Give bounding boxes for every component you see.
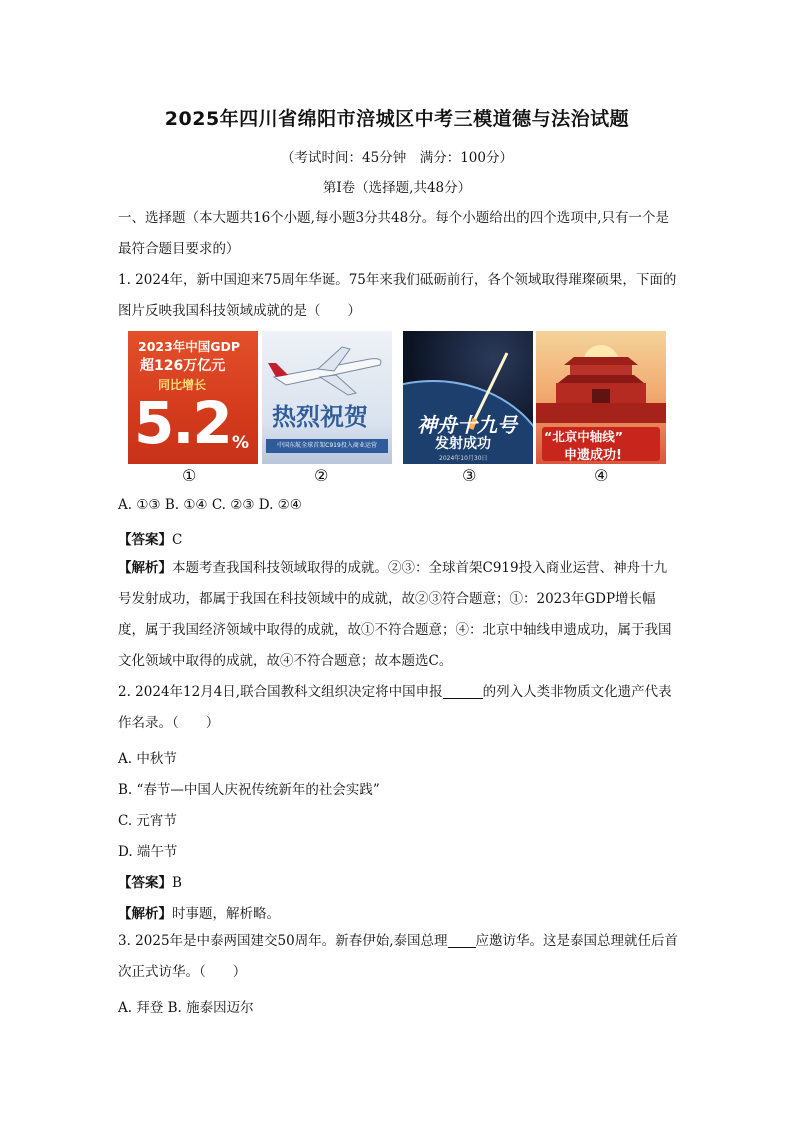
image-marker-1: ① [182, 466, 197, 485]
question-2-option-a: A. 中秋节 [118, 751, 177, 767]
analysis-text: 时事题，解析略。 [172, 906, 280, 922]
shenzhou-image-headline: 神舟十九号 [417, 413, 517, 437]
question-1-analysis [118, 553, 680, 677]
c919-image-caption: 中国东航全球首架C919投入商业运营 [266, 439, 388, 453]
question-1-images [128, 331, 668, 466]
page-title: 2025年四川省绵阳市涪城区中考三模道德与法治试题 [164, 108, 630, 130]
answer-label: 【答案】 [118, 532, 172, 548]
gdp-image-line-1: 2023年中国GDP [138, 339, 241, 354]
section-title: 第Ⅰ卷（选择题,共48分） [322, 180, 472, 196]
question-2-blank [443, 684, 483, 699]
answer-value: B [172, 875, 182, 891]
question-3-options: A. 拜登 B. 施泰因迈尔 [118, 1000, 254, 1016]
question-3-stem-before: 3. 2025年是中泰两国建交50周年。新春伊始,泰国总理 [118, 933, 448, 949]
question-1-answer [118, 528, 182, 548]
exam-info: （考试时间：45分钟 满分：100分） [281, 150, 513, 166]
gdp-image-unit: % [232, 433, 250, 453]
question-2-stem [118, 677, 680, 739]
axis-image-headline: “北京中轴线” [544, 429, 623, 444]
answer-label: 【答案】 [118, 875, 172, 891]
gdp-image-line-3: 同比增长 [158, 378, 207, 392]
part-intro: 一、选择题（本大题共16个小题,每小题3分共48分。每个小题给出的四个选项中,只有一个是最符合题目要求的） [118, 210, 670, 257]
question-2-stem-after: 的列入人类非物质文化遗产代表作名录。（ ） [118, 684, 672, 731]
question-2-option-d: D. 端午节 [118, 844, 178, 860]
question-3-stem-after: 应邀访华。这是泰国总理就任后首次正式访华。（ ） [118, 933, 678, 980]
gdp-image-value: 5.2 [134, 389, 231, 457]
question-2-analysis [118, 902, 280, 922]
analysis-label: 【解析】 [118, 560, 172, 576]
question-2-option-b: B. “春节—中国人庆祝传统新年的社会实践” [118, 782, 380, 798]
gdp-image [128, 331, 258, 464]
axis-image [536, 331, 666, 464]
question-1-stem: 1. 2024年，新中国迎来75周年华诞。75年来我们砥砺前行，各个领域取得璀璨硕果，下面的图片反映我国科技领域成就的是（ ） [118, 272, 677, 319]
c919-image [262, 331, 392, 464]
question-2-stem-before: 2. 2024年12月4日,联合国教科文组织决定将中国申报 [118, 684, 443, 700]
image-marker-2: ② [314, 466, 329, 485]
gdp-image-line-2: 超126万亿元 [140, 358, 226, 374]
image-marker-4: ④ [594, 466, 609, 485]
question-2-option-c: C. 元宵节 [118, 813, 177, 829]
question-3-stem [118, 926, 680, 988]
shenzhou-image-subhead: 发射成功 [435, 436, 491, 452]
question-2-answer [118, 871, 182, 891]
question-3-blank [448, 933, 476, 948]
shenzhou-image [403, 331, 533, 464]
shenzhou-image-date: 2024年10月30日 [439, 455, 488, 462]
analysis-label: 【解析】 [118, 906, 172, 922]
axis-image-subhead: 申遗成功! [564, 448, 622, 463]
image-marker-3: ③ [462, 466, 477, 485]
answer-value: C [172, 532, 183, 548]
c919-image-headline: 热烈祝贺 [272, 402, 368, 431]
question-1-options: A. ①③ B. ①④ C. ②③ D. ②④ [118, 497, 302, 513]
analysis-text: 本题考查我国科技领域取得的成就。②③：全球首架C919投入商业运营、神舟十九号发射成功，都属于我国在科技领域中的成就，故②③符合题意；①：2023年GDP增长幅度，属于我国经济领域中取得的成就，故①不符合题意；④：北京中轴线申遗成功，属于我国文化领域中取得的成就，故④不符合题意；故本题选C。 [118, 560, 672, 669]
